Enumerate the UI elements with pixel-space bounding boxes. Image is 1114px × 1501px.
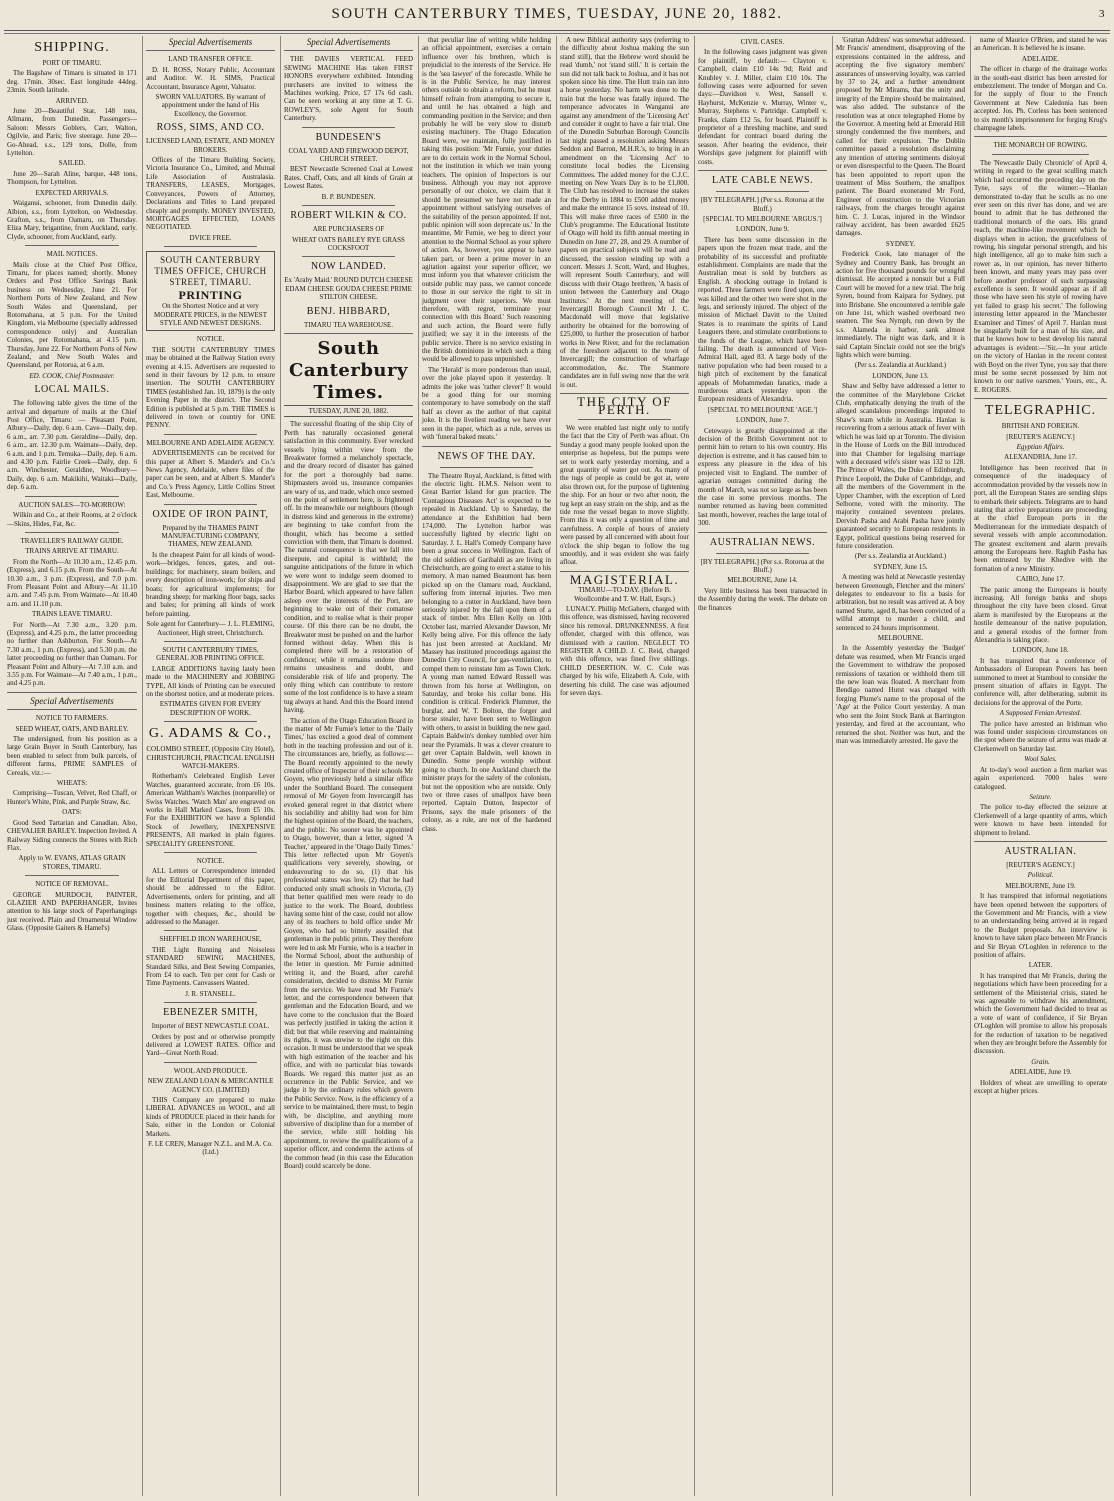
- trains-leave-heading: TRAINS LEAVE TIMARU.: [31, 610, 113, 619]
- removal-heading: NOTICE OF REMOVAL.: [35, 880, 109, 889]
- local-mails-text: The following table gives the time of the arrival and departure of mails at the Chief Post Office, Timaru: — Pleasant Point, Albury—Daily, dep. 6 a.m. Cave—Daily, dep. 6 a.m., arr. 7.30 p.m. Geraldine—Daily, dep. 6 a.m., arr. 12.30 p.m. Waimate—Daily, dep. 6 a.m. and 1 p.m. Temuka—Daily, dep. 6 a.m. and 4.30 p.m. Fairlie Creek—Daily, dep. 6 a.m. Winchester, Geraldine, Woodbury—Daily, dep. 6 a.m. Makikihi, Waitaki—Daily, dep. 6 a.m.: [7, 399, 137, 492]
- adams-text: Rotherham's Celebrated English Lever Watches, guaranteed accurate, from £6 10s. American Waltham's Watches (nonparelle) or Swiss Watches. 'Watch Man' are engraved on works in Hall Marked Cases, from £5 10s. For the EXHIBITION we have a Splendid Stock of Jewellery, INEXPENSIVE PRESENTS, All marked in plain figures. SPECIALITY GREENSTONE.: [146, 772, 275, 848]
- late-cable-news-heading: LATE CABLE NEWS.: [711, 175, 814, 187]
- divider: [25, 875, 119, 876]
- divider: [974, 136, 1107, 137]
- special-ads-heading: Special Advertisements: [168, 37, 253, 47]
- times-office-heading: SOUTH CANTERBURY TIMES OFFICE, CHURCH STREET, TIMARU.: [154, 255, 267, 288]
- times-office-ad: [146, 251, 275, 331]
- farmers-subheading: SEED WHEAT, OATS, AND BARLEY.: [15, 724, 129, 733]
- sheffield-heading: SHEFFIELD IRON WAREHOUSE,: [159, 935, 262, 944]
- australian-news-dateline: MELBOURNE, June 14.: [727, 576, 798, 585]
- now-landed-text: Ex 'Araby Maid.' ROUND DUTCH CHEESE EDAM CHEESE GOUDA CHEESE PRIME STILTON CHEESE.: [284, 276, 413, 302]
- australian-news-text: Very little business has been transacted in the Assembly during the week. The debate on the finances: [698, 586, 827, 612]
- later-heading: LATER.: [1028, 961, 1053, 970]
- monarch-of-rowing-text: The 'Newcastle Daily Chronicle' of April 4, writing in regard to the great sculling match which had occurred the preceding day on the Tyne, says of the winner:—'Hanlan demonstrated to-day that he sculls as no one ever seen on this river has done, and we are bound to admit that he has dethroned the traditional monarch of the oars. His grand reach, the machine-like movement which he displays when in action, the gracefulness of rowing, his singular personal strength, and his high intelligence, all go to make him such a rower as, in our opinion, has never hitherto been known, and many years may pass over before another professor of such surpassing excellence is seen. It would appear as if all those who have seen his style of rowing have yet failed to grasp his secret.' The following interesting letter appeared in the 'Manchester Examiner and Times' of April 7. Hanlan must be singularly built for a man of his size, and that he knows how to best develop his natural advantages is evident:—'Sir,—In your article on the victory of Hanlan in the recent contest with Boyd on the river Tyne, you say that there must be some secret possessed by him not known to our native oarsmen.' Yours, etc., A. E. ROGERS.: [974, 158, 1107, 394]
- notice-text: THE SOUTH CANTERBURY TIMES may be obtained at the Railway Station every evening at 4.15. Advertisers are requested to send in their favours by 12 p.m. to ensure insertion. The SOUTH CANTERBURY TIMES (established Jan. 10, 1879) is the only Evening Paper in the district. The Second Edition is published at 5 p.m. THE TIMES is delivered in town or country for ONE PENNY.: [146, 345, 275, 430]
- divider: [164, 852, 257, 853]
- divider: [302, 205, 395, 206]
- egyptian-affairs-heading: Egyptian Affairs.: [1016, 443, 1065, 452]
- zealandia-source-2: (Per s.s. Zealandia at Auckland.): [854, 552, 947, 561]
- civil-cases-text: In the following cases judgment was given for plaintiff, by default:— Clayton v. Campbell, claim £10 14s 9d; Reid and Knubley v. J. Miller, claim £10 10s. The following cases were adjourned for seven days:—Davidson v. West, Sansell v. Hayhurst, McKenzie v. Murray, Winter v., Murray, Stephens v. Partridge. Campbell v. Franks, claim £12 5s, for board. Plaintiff is proprietor of a threshing machine, and sued defendant for contract board during the season. After hearing the evidence, their Worships gave judgment for plaintiff with costs.: [698, 48, 827, 166]
- port-line: PORT OF TIMARU.: [42, 59, 102, 67]
- divider: [974, 398, 1107, 399]
- wheats-heading: WHEATS:: [56, 779, 88, 788]
- magisterial-subheading: TIMARU—TO-DAY. (Before B. Woollcombe and T. W. Hall, Esqrs.): [574, 586, 675, 603]
- divider: [7, 709, 137, 710]
- column-2: [142, 36, 278, 1496]
- wool-sales-text: At to-day's wool auction a firm market was again experienced. 7000 bales were catalogued.: [974, 765, 1107, 791]
- divider: [716, 191, 809, 192]
- masthead-title: SOUTH CANTERBURY TIMES, TUESDAY, JUNE 20, 1882.: [331, 6, 783, 22]
- farmers-text: The undersigned, from his position as a large Grain Buyer in South Canterbury, has been enabled to select from bulk parcels, of different farms, PRIME SAMPLES of Cereals, viz.:—: [7, 735, 137, 777]
- london-dateline: LONDON, June 18.: [1012, 646, 1069, 655]
- masthead-rule: [4, 30, 1110, 31]
- printing-text: On the Shortest Notice and at very MODERATE PRICES, in the NEWEST STYLE AND NEWEST DESIGNS.: [154, 302, 267, 327]
- stansell-signature: J. R. STANSELL.: [185, 989, 236, 998]
- divider: [164, 434, 257, 435]
- ebenezer-text: Orders by post and or otherwise promptly delivered at LOWEST RATES. Office and Yard—Great North Road.: [146, 1032, 275, 1058]
- divider: [284, 333, 413, 334]
- wilkin-subheading: ARE PURCHASERS OF: [312, 225, 385, 234]
- bundesen-heading: BUNDESEN'S: [315, 131, 382, 143]
- divider: [25, 532, 119, 533]
- wilkin-items: WHEAT OATS BARLEY RYE GRASS COCKSFOOT: [292, 235, 405, 252]
- shipping-heading: SHIPPING.: [34, 40, 110, 55]
- divider: [25, 496, 119, 497]
- wilkin-heading: ROBERT WILKIN & CO.: [290, 210, 407, 222]
- seizure-text: The police to-day effected the seizure at Clerkenwell of a large quantity of arms, which were known to have been intended for shipment to Ireland.: [974, 803, 1107, 837]
- oxide-paint-subheading: Prepared by the THAMES PAINT MANUFACTURING COMPANY, THAMES, NEW ZEALAND.: [161, 523, 260, 549]
- grain-dateline: ADELAIDE, June 19.: [1009, 1068, 1072, 1077]
- oats-heading: OATS:: [62, 808, 82, 817]
- trains-leave-text: For North—At 7.30 a.m., 3.20 p.m. (Express), and 4.25 p.m., the latter proceeding no further than Ashburton. For South—At 7.30 a.m., 1 p.m. (Express), and 5.30 p.m. the latter proceeding no further than Oamaru. For Pleasant Point and Albury—At 7.10 a.m. and 3.55 p.m. For Waimate—At 7.40 a.m., 1 p.m., and 4.25 p.m.: [7, 620, 137, 688]
- divider: [164, 721, 257, 722]
- divider: [578, 419, 671, 420]
- column-8: [970, 36, 1110, 1496]
- divider: [164, 1002, 257, 1003]
- news-of-the-day-heading: NEWS OF THE DAY.: [437, 450, 536, 462]
- civil-cases-heading: CIVIL CASES.: [740, 38, 785, 46]
- manager-signature: F. LE CREN, Manager N.Z.L. and M.A. Co. (Ltd.): [148, 1140, 273, 1157]
- divider: [974, 841, 1107, 842]
- davies-sewing-ad: THE DAVIES VERTICAL FEED SEWING MACHINE Has taken FIRST HONORS everywhere exhibited. Intending purchasers are invited to witness the Machines working. Price, £7 17s 6d cash. Can be seen working at any time at T. G. ROWLEY'S, sole Agent for South Canterbury.: [284, 55, 413, 123]
- divider: [146, 50, 275, 51]
- egyptian-affairs-text: Intelligence has been received that in consequence of the inadequacy of accommodation provided by the vessels now in port, all the European States are sending ships to embark their subjects. Telegrams are to hand stating that active preparations are proceeding at the chief European ports in the Mediterranean for the immediate despatch of several vessels with ample accommodation. The greatest excitement and alarm prevails among the Europeans here. Raghib Pasha has been entrusted by the Khedive with the formation of a new Ministry.: [974, 463, 1107, 573]
- column-5: [556, 36, 692, 1496]
- divider: [164, 641, 257, 642]
- cairo-dateline: CAIRO, June 17.: [1016, 575, 1065, 584]
- mail-notices-heading: MAIL NOTICES.: [46, 250, 98, 259]
- column-7: [832, 36, 968, 1496]
- magisterial-heading: MAGISTERIAL.: [569, 571, 680, 587]
- land-transfer-text: SWORN VALUATORS. By warrant of appointment under the hand of His Excellency, the Governor.: [155, 93, 266, 118]
- paper-title: South Canterbury Times.: [289, 337, 408, 403]
- editorial-education-board: The action of the Otago Education Board in the matter of Mr Furnie's letter to the 'Daily Times,' has excited a good deal of comment both in the teaching profession and out of it. The circumstances are, briefly, as follows:—The Board recently appointed to the newly created office of Inspector of their schools Mr Goyen, who previously held a similar office under the Southland Board. The consequent removal of Mr Goyen from Invercargill has evoked general regret in that district where his sociability and ability had won for him the highest opinion of the Board, the teachers, and the public. No sooner was he appointed to Otago, however, than a letter, signed 'A Teacher,' appeared in the 'Otago Daily Times.' This letter reflected upon Mr Goyen's qualifications very severely, showing, or endeavouring to do so, (1) that his professional status was low, (2) that he had conducted only small schools in Victoria, (3) that better qualified men were ready to do justice to the work. The Board, doubtless having some hint of the case, could not allow any of its teachers to hold office under Mr Goyen, who had so bitterly assailed that gentleman in the public prints. They therefore were led to ask Mr Furnie, who is a teacher in the Normal School, about the authorship of the letter in question. Mr Furnie admitted writing it, and the Board, after careful consideration, decided to dismiss Mr Furnie from the service. We have read Mr Furnie's letter, and the correspondence between that gentleman and the Education Board, and we have come to the conclusion that the Board was perfectly justified in taking the action it did; but that while reserving and maintaining its rights, it was unwise to the right on this occasion. It must be understood that we speak with high estimation of the teacher and his office, and with no particular bias towards Boards. We regard this matter just as an occurrence in the Public Service, and we judge it by the ordinary rules which govern the Public Service. Now, is the efficiency of a service to be maintained, there must, to begin with, be discipline, and anything more subversive of discipline than for a member of the service, while still holding his appointment, to review the qualifications of a superior officer, and condemn the actions of the common head (in this case the Education Board) could scarcely be done.: [284, 716, 413, 1171]
- reuters-agency: [REUTER'S AGENCY.]: [1006, 432, 1075, 441]
- divider: [302, 256, 395, 257]
- telegraphic-heading: TELEGRAPHIC.: [984, 403, 1097, 419]
- divider: [25, 245, 119, 246]
- divider: [302, 127, 395, 128]
- sailed-text: June 20—Sarah Aline, barque, 448 tons, Thompson, for Lyttelton.: [7, 169, 137, 187]
- sydney-text: Frederick Cook, late manager of the Sydney and Country Bank, has brought an action for five thousand pounds for wrongful dismissal. He accepted a nonsuit but a Full Court will be moved for a new trial. The brig Syren, bound from Kaipara for Sydney, put into Brisbane. She encountered a terrible gale on June 1st, which washed overboard two seamen. The Sea Nymph, run down by the s.s. Alameda in harbor, sank almost immediately. The night was dark, and it is said Captain Sinclair could not see the brig's lights which were burning.: [836, 250, 965, 360]
- ross-sims-subheading: LICENSED LAND, ESTATE, AND MONEY BROKERS.: [146, 137, 275, 154]
- london-dateline: LONDON, June 13.: [872, 371, 929, 380]
- cable-special-age: [SPECIAL TO MELBOURNE 'AGE.']: [707, 405, 818, 414]
- arrived-heading: ARRIVED.: [55, 96, 89, 105]
- sole-agent: Sole agent for Canterbury— J. L. FLEMING, Auctioneer, High street, Christchurch.: [146, 620, 275, 637]
- divider: [284, 50, 413, 51]
- herald-paragraph: The 'Herald' is more ponderous than usual, over the joke played upon it yesterday. It admits the joke was 'rather clever!' It would be a good thing for our morning contemporary to have somebody on the staff half as clever as the author of that capital joke. It is the liveliest reading we have ever seen in the paper, which as a rule, serves us with 'funeral baked meats.': [422, 365, 551, 442]
- auction-text: Wilkin and Co., at their Rooms, at 2 o'clock—Skins, Hides, Fat, &c.: [7, 511, 137, 528]
- ebenezer-heading: EBENEZER SMITH,: [163, 1007, 258, 1019]
- melbourne-agency-heading: MELBOURNE AND ADELAIDE AGENCY.: [146, 438, 275, 447]
- bundesen-text: BEST Newcastle Screened Coal at Lowest Rates. Chaff, Oats, and all kinds of Grain at Lowest Rates.: [284, 165, 413, 191]
- grain-heading: Grain.: [1031, 1057, 1050, 1066]
- news-items-continued: A new Biblical authority says (referring to the difficulty about Joshua making the sun stand still), that the Hebrew word should be read 'dumb,' not 'stand still.' It is certain the sun did not talk back to Joshua, and it has not spoken since his time. The Hutt train ran into a horse yesterday. No harm was done to the train but the horse was fatally injured. The temperance advocates in Wanganui are against any amendment of the 'Licensing Act' and consider it ought to have a fair trial. One of the Dunedin Suburban Borough Councils last night passed a resolution asking Messrs Seddon and Barron, M.H.R.'s, to bring in an amendment on the 'Licensing Act' to constitute local bodies the Licensing Committees. The added money for the C.J.C. meeting on New Years Day is to be £1,000. The Club has resolved to increase the stakes for the Derby in 1884 to £500 added money and make the entrance 15 sovs. instead of 10. This will make three races of £500 in the Club's programme. The Educational Institute of Otago will hold its fifth annual meeting in Dunedin on June 27, 28, and 29. A number of papers on practical subjects will be read and discussed, the session winding up with a concert. Messrs J. Scott, Ward, and Hughes, will represent South Canterbury, and will discuss with their Otago brethren, 'A basis of union between the Canterbury and Otago Institutes.' At the next meeting of the Invercargill Borough Council Mr J. C. Macdonald will move that legislative authority be obtained for the borrowing of £25,000, to further the prosecution of harbor works in New River, and for the reclamation of the foreshore adjacent to the town of Invercargill; the construction of wharfage accommodation, &c. The Stanmore candidates are in full swing now that the writ is out.: [560, 36, 689, 389]
- melbourne-dateline: MELBOURNE.: [877, 634, 924, 643]
- political-dateline: MELBOURNE, June 19.: [1005, 881, 1076, 890]
- seizure-heading: Seizure.: [1029, 792, 1052, 801]
- oats-text: Good Seed Tartarian and Canadian. Also, CHEVALIER BARLEY. Inspection Invited. A Railway Siding connects the Stores with Rich Flax.: [7, 818, 138, 852]
- divider: [7, 692, 137, 693]
- cairo-text: The panic among the Europeans is hourly increasing. All foreign banks and shops throughout the city have been closed. Great alarm is manifested by the Europeans at the hostile demeanour of the native population, and a general exodus of the former from Alexandria is taking place.: [974, 585, 1107, 644]
- later-text: It has transpired that Mr Francis, during the negotiations which have been proceeding for a settlement of the Ministerial crisis, stated he was agreeable to withdraw his amendment, which the Government had decided to treat as a vote of want of confidence, if Sir Bryan O'Loghlen will promise to allow his proposals for the reduction of taxation to be negatived when they are brought before the Assembly for discussion.: [974, 971, 1107, 1056]
- masthead-rule-2: [4, 33, 1110, 34]
- masthead: [0, 6, 1114, 30]
- ross-sims-heading: ROSS, SIMS, AND CO.: [156, 122, 265, 134]
- shipping-intro: The Bagshaw of Timaru is situated in 171 deg. 17min. 30sec. East longitude 44deg. 23min. South latitude.: [7, 69, 137, 95]
- columns: [4, 36, 1110, 1496]
- divider: [698, 532, 827, 533]
- expected-text: Waiganui, schooner, from Dunedin daily. Albion, s.s., from Lyttelton, on Wednesday. Grafton, s.s., from Oamaru, on Thursday. Eliza Mary, brigantine, from Auckland, early. Clyde, schooner, from Auckland, early.: [7, 199, 137, 241]
- divider: [716, 553, 809, 554]
- wool-produce-subheading: NEW ZEALAND LOAN & MERCANTILE AGENCY CO. (LIMITED): [147, 1077, 274, 1094]
- reuters-agency-2: [REUTER'S AGENCY.]: [1006, 860, 1075, 869]
- british-foreign-heading: BRITISH AND FOREIGN.: [1001, 422, 1080, 431]
- adelaide-text: The officer in charge of the drainage works in the south-east district has been arrested for embezzlement. The tender of Morgan and Co. for the supply of flour to the French Government at New Caledonia has been accepted. Jos. Ph. Corless has been sentenced to six month's imprisonment for forging Krug's champagne labels.: [974, 65, 1107, 133]
- australian-news-source: [BY TELEGRAPH.] (Per s.s. Rotorua at the Bluff.): [700, 557, 825, 574]
- column-4: [418, 36, 554, 1496]
- cable-special-argus: [SPECIAL TO MELBOURNE 'ARGUS.']: [703, 214, 822, 223]
- sailed-heading: SAILED.: [58, 159, 86, 168]
- fenian-heading: A Supposed Fenian Arrested.: [999, 709, 1082, 718]
- australian-news-heading: AUSTRALIAN NEWS.: [709, 536, 816, 548]
- cable-source: [BY TELEGRAPH.] (Per s.s. Rotorua at the Bluff.): [700, 196, 825, 213]
- local-mails-heading: LOCAL MAILS.: [34, 384, 110, 396]
- adelaide-heading: ADELAIDE.: [1021, 54, 1060, 63]
- special-ads-heading: Special Advertisements: [306, 37, 391, 47]
- political-text: It has transpired that informal negotiations have been opened between the supporters of the Government and Mr Francis, with a view to an understanding being arrived at in regard to the Budget proposals. An interview is known to have taken place between Mr Francis and Sir Bryan O'Loghlen in reference to the position of affairs.: [974, 892, 1107, 959]
- bundesen-subheading: COAL YARD AND FIREWOOD DEPOT, CHURCH STREET.: [288, 146, 409, 164]
- sydney-heading: SYDNEY.: [885, 239, 916, 248]
- column-6: [694, 36, 830, 1496]
- hibbard-heading: BENJ. HIBBARD,: [306, 305, 391, 317]
- divider: [440, 467, 533, 468]
- city-of-perth-heading: THE CITY OF PERTH.: [577, 394, 672, 418]
- adams-heading: G. ADAMS & Co.,: [148, 726, 273, 742]
- london-text: It has transpired that a conference of Ambassadors of European Powers has been summoned to meet at Stamboul to consider the present situation of affairs in Egypt. The conference will, after deliberating, submit its decisions for the approval of the Porte.: [974, 656, 1107, 707]
- sydney-text-2: A meeting was held at Newcastle yesterday between Greenough, Fletcher and the miners' delegates to endeavour to fix a basis for arbitration, but no result was arrived at. A boy named Sturte, aged 8, has been convicted of a wilful attempt to murder a child, and sentenced to 24 hours imprisonment.: [836, 573, 965, 632]
- notice-2-heading: NOTICE.: [196, 857, 225, 866]
- oxide-paint-text: Is the cheapest Paint for all kinds of wood-work—bridges, fences, gates, and out-buildings; for machinery, steam boilers, and every description of iron-work; for ships and boats; for agricultural implements; for branding sheep; for marking floor bags, sacks and bales; for priming all kinds of work before painting.: [146, 550, 275, 618]
- job-printing-heading: SOUTH CANTERBURY TIMES, GENERAL JOB PRINTING OFFICE.: [156, 645, 265, 663]
- special-ads-heading: Special Advertisements: [30, 695, 114, 706]
- paper-dateline: TUESDAY, JUNE 20, 1882.: [284, 405, 413, 417]
- farmers-heading: NOTICE TO FARMERS.: [35, 714, 109, 723]
- mail-notices-text: Mails close at the Chief Post Office, Timaru, for places named; shortly. Money Orders and Post Office Savings Bank business on Wednesday, June 21. For Northern Ports of New Zealand, and New South Wales and Queensland, per Rotomahana, at 5 p.m. For the United Kingdom, via Melbourne (specially addressed correspondence only) and Australian Colonies, per Rotomahana, at 4.15 p.m. Thursday, June 22. For Northern Ports of New Zealand, and New South Wales and Queensland, per Rotorua, at 6 a.m.: [7, 260, 137, 370]
- news-of-the-day-text: The Theatre Royal, Auckland, is fitted with the electric light. H.M.S. Nelson went to Great Barrier Island for gun practice. The 'Contagious Diseases Act' is expected to be repealed in Auckland. Up to Saturday, the attendance at the Exhibition had been 174,000. The Lyttelton harbor was successfully lighted by electric light on Saturday. J. L. Hall's Comedy Company have been a great success in Wellington. Each of the old soldiers of Garibaldi as are living in Christchurch, are going to erect a statue to his memory. A man named Beaumont has been picked up on the Oamaru road, Auckland, suffering from internal injuries. Two men belonging to a cutter in Auckland, have been seriously injured by the fall upon them of a stack of timber. Mrs Ellen Kelly on 10th October last, married Alexander Dawson, Mr Kelly being alive. For this offence the lady has just been arrested at Auckland. Mr Massey has instituted proceedings against the Dunedin City Council, for gas-ventilation, to compel them to reinstate him as Town Clerk. A young man named Edward Russell was thrown from his horse at Wellington, on Saturday, and broke his collar bone. His condition is critical. Frederick Plummer, the burglar, and W. T. Bolton, the forger and horse stealer, have been sent to Wellington with others, to assist in building the new gaol. Captain Baldwin's donkey tumbled over him near the Pyramids. It was a clever creature to get over Captain Baldwin, well known in Dunedin. Some people worship without going to church. In one Auckland church the minister prays for the safety of the colonists, but not the opposition who are outside. Only two or three cases of smallpox have been reported. Captain Dutton, Inspector of Prisons, says the male prisoners of the colony, as a rule, are not of the hardened class.: [422, 471, 551, 833]
- ebenezer-subheading: Importer of BEST NEWCASTLE COAL.: [151, 1022, 270, 1031]
- auction-heading: AUCTION SALES—TO-MORROW:: [18, 500, 126, 509]
- cable-text: There has been some discussion in the papers upon the frozen meat trade, and the probability of its successful and profitable establishment. Complaints are made that the Australian meat is sold by butchers as English. A shocking outrage in Ireland is reported. Three farmers were fired upon, one was killed and the other two were shot in the legs, and seriously injured. The object of the mission of Michael Davitt to the United States is to reanimate the spirits of Land Leaguers there, and stimulate contributions to the funds of the League, which have been failing. The death is announced of Vice-Admiral Hall, aged 83. A large body of the native population who had been roused to a high pitch of excitement by the fanatical appeals of Mohammedan fanatics, made a murderous attack yesterday upon the European residents of Alexandria.: [698, 235, 827, 404]
- column-3: [280, 36, 416, 1496]
- divider: [164, 930, 257, 931]
- cable-text-2: Cetewayo is greatly disappointed at the decision of the British Government not to permit him to return to his own country. His dejection is extreme, and it has caused him to express any pleasure in the idea of his projected visit to England. The number of agrarian outrages committed during the month of March, was not so large as has been the case in some previous months. The number returned as having been committed last month, however, reaches the large total of 300.: [698, 426, 827, 528]
- alexandria-dateline: ALEXANDRIA, June 17.: [1004, 453, 1077, 462]
- divider: [422, 446, 551, 447]
- sydney-dateline: SYDNEY, June 15.: [873, 562, 928, 571]
- divider: [992, 154, 1089, 155]
- wool-produce-text: THIS Company are prepared to make LIBERAL ADVANCES on WOOL, and all kinds of PRODUCE placed in their hands for Sale, either in the London or Colonial Markets.: [146, 1096, 275, 1138]
- divider: [164, 246, 257, 247]
- trains-arrive-heading: TRAINS ARRIVE AT TIMARU.: [25, 547, 119, 556]
- column-1: [4, 36, 140, 1496]
- advice-line: DVICE FREE.: [189, 233, 232, 242]
- political-heading: Political.: [1027, 871, 1054, 880]
- grain-text: Holders of wheat are unwilling to operate except at higher prices.: [974, 1078, 1107, 1096]
- notice-2-text: ALL Letters or Correspondence intended for the Editorial Department of this paper, should be addressed to the Editor. Advertisements, orders for printing, and all business matters relating to the office, together with cheques, &c., should be addressed to the Manager.: [146, 867, 275, 926]
- cable-dateline-2: LONDON, June 7.: [736, 416, 789, 425]
- expected-heading: EXPECTED ARRIVALS.: [35, 188, 109, 197]
- apply-line: Apply to W. EVANS, ATLAS GRAIN STORES, TIMARU.: [18, 854, 126, 871]
- sheffield-text: THE Light Running and Noiseless STANDARD SEWING MACHINES, Standard Silks, and Best Sewing Companies, From £4 to each. Ten per cent for Cash or Time Payments. Canvassers Wanted.: [146, 945, 275, 988]
- notice-heading: NOTICE.: [196, 335, 225, 344]
- wheats-text: Comprising—Tuscan, Velvet, Red Chaff, or Hunter's White, Pink, and Purple Straw, &c.: [7, 789, 137, 806]
- trains-arrive-text: From the North—At 10.30 a.m., 12.45 p.m. (Express), and 6.15 p.m. From the South—At 10.30 a.m., 3 p.m. (Express), and 7.0 p.m. From Pleasant Point and Albury—At 11.10 a.m. and 7.45 p.m. From Waimate—At 10.40 a.m. and 11.10 p.m.: [7, 557, 137, 608]
- editorial-continued: that peculiar line of writing while holding an official appointment, exercises a certain influence over his brethren, which is prejudicial to the interests of the Service. He is the 'sea lawyer' of the forecastle. While he is in the Public Service, he may interest others outside to obtain a reform, but he must himself refrain from attempting to secure it, and until he has obtained a high and commanding position in the Service; and then probably he will be very slow to disturb existing machinery. The Otago Education Board were, we maintain, fully justified in taking this position: 'Mr Furnie, your duties are to do certain work in the Normal School, not the institution in which we train young teachers. The opinion of Inspectors is our business. Although you may not approve personally of our choice, we claim that it should be presumed we have not made an appointment without satisfying ourselves of the suitability of the person appointed. If not, public opinion will soon deprecate us.' In the meantime, Mr Furnie, we beg to direct your attention to the Normal School as your sphere of action. As, however, you appear to have taken part, or been a prime mover in an agitation against your superior officer, we must inform you that whatever criticism the outside public may pass, we cannot concede to those in our service the right to sit in judgment over their superiors. We must therefore, with regret, terminate your connection with this Board.' Such reasoning and such action, the Board were fully justified; we say it in the interests of the public service. There is no service existing in the British dominions in which such a thing would be allowed to pass unpunished.: [422, 36, 551, 364]
- city-of-perth-text: We were enabled last night only to notify the fact that the City of Perth was afloat. On Sunday a good many people looked upon the enterprise as hopeless, but the pumps were set to work early yesterday morning, and a great quantity of water got out. As many of the tugs of people as could be got at, were also thrown out, for the purpose of lightening the ship. For an hour or two after noon, the tug kept an easy strain on the ship, and as the tide rose the vessel began to move slightly. From this it was only a question of time and carefulness. A couple of hours of anxiety were passed by all concerned with about four o'clock the ship began to follow the tug smoothly, and it was evident she was fairly afloat.: [560, 423, 689, 567]
- removal-text: GEORGE MURDOCH, PAINTER, GLAZIER AND PAPERHANGER, Invites attention to his large stock of Paperhangings just received. Plain and Ornamental Window Glass. (Opposite Gaiters & Hamel's): [7, 890, 137, 933]
- wool-sales-heading: Wool Sales.: [1024, 755, 1057, 764]
- adams-subheading: COLOMBO STREET, (Opposite City Hotel), CHRISTCHURCH, PRACTICAL ENGLISH WATCH-MAKERS.: [146, 745, 275, 770]
- zealandia-source: (Per s.s. Zealandia at Auckland.): [854, 361, 947, 370]
- arrived-text: June 20—Beautiful Star, 148 tons, Allmann, from Dunedin. Passengers—Saloon: Messrs Goblers, Carr, Walton, Ogilvie, and Paris; five steerage. June 20—Go-Ahead, s.s., 129 tons, Dolle, from Lyttelton.: [7, 107, 137, 158]
- cable-dateline: LONDON, June 9.: [736, 225, 789, 234]
- bundesen-signature: B. P. BUNDESEN.: [321, 192, 376, 201]
- wool-produce-heading: WOOL AND PRODUCE.: [173, 1066, 248, 1075]
- australian-news-continued: 'Grattan Address' was somewhat addressed. Mr Francis' amendment, disapproving of the expressions contained in the address, and accepting the five signatory members' assurances of unswerving loyalty, was carried by 37 to 24, and a further amendment proposed by Mr Mirams, that the unity and integrity of the Empire should be maintained, was also added. The substance of the resolution was at once telegraphed Home by the Governor. A meeting held at Emerald Hill strongly condemned the five members, and called for their expulsion. The Dublin committee passed a resolution disclaiming any intention of uttering sentiments disloyal or even disrespectful to the Queen. The Board has been appointed to report upon the treatment of Miss Southern, the smallpox patient. The Board exonerated Mr Ford, Engineer of construction to the Victorian railways, from the charges brought against him. C. J. Lucas, injured in the Windsor railway accident, has been awarded £625 damages.: [836, 36, 965, 238]
- estimates-line: ESTIMATES GIVEN FOR EVERY DESCRIPTION OF WORK.: [159, 700, 262, 717]
- postmaster-signature: ED. COOK, Chief Postmaster.: [29, 371, 115, 380]
- railway-guide-heading: TRAVELLER'S RAILWAY GUIDE.: [20, 536, 124, 545]
- land-transfer-names: D. H. ROSS, Notary Public, Accountant and Auditor. W. H. SIMS, Practical Accountant, Insurance Agent, Valuator.: [146, 65, 275, 91]
- melbourne-continued: name of Maurice O'Brien, and stated he was an American. It is believed he is insane.: [974, 36, 1107, 53]
- monarch-of-rowing-heading: THE MONARCH OF ROWING.: [993, 141, 1088, 150]
- hibbard-subheading: TIMARU TEA WAREHOUSE.: [304, 320, 393, 329]
- melbourne-agency-text: ADVERTISEMENTS can be received for this paper at Albert S. Mander's and Co.'s News Agency, Adelaide, where files of the paper can be seen, and at Albert S. Mander's and Co.'s Press Agency, Little Collins Street East, Melbourne.: [146, 449, 275, 500]
- now-landed-heading: NOW LANDED.: [310, 261, 387, 273]
- london-text: Shaw and Selby have addressed a letter to the committee of the Marylebone Cricket Club, emphatically denying the truth of the alleged scandalous proceedings imputed to Shaw's team while in Australia. Hanlan is recovering from a serious attack of fever with which he was laid up at Toronto. The division in the House of Lords on the Bill introduced into that Chamber for legalising marriage with a deceased wife's sister was 132 to 128. The Prince of Wales, the Duke of Edinburgh, Prince Leopold, the Duke of Cambridge, and all the members of the Government in the Upper Chamber, with the exception of Lord Selborne, voted with the minority. The majority contained seventeen prelates. Dervish Pasha and Arabi Pasha have jointly guaranteed security to European residents in Egypt, political questions being reserved for future consideration.: [836, 382, 965, 550]
- melbourne-text: In the Assembly yesterday the 'Budget' debate was resumed, when Mr Francis urged the Government to withdraw the proposed remissions of taxation or withhold them till the new loan was floated. A merchant from Bendigo named Hurst was charged with forging Plume's name to the proposal of the 'Age' at the Police Court yesterday. A man who sent the Joint Stock Bank at Barrington yesterday, and fired at the accountant, who returned the shot. Neither was hurt, and the man was immediately arrested. He gave the: [836, 644, 965, 745]
- magisterial-text: LUNACY. Phillip McGahern, charged with this offence, was dismissed, having recovered since his removal. DRUNKENNESS. A first offender, charged with this offence, was dismissed with a caution. NEGLECT TO REGISTER A CHILD. J. C. Reid, charged with this offence, was fined five shillings. CHILD DESERTION. W. C. Cole was charged by his wife, Elizabeth A. Cole, with deserting his child. The case was adjourned for seven days.: [560, 605, 689, 698]
- australian-heading: AUSTRALIAN.: [1004, 845, 1077, 857]
- page-number: 3: [1099, 8, 1106, 20]
- job-printing-text: LARGE ADDITIONS having lately been made to the MACHINERY and JOBBING TYPE, All kinds of Printing can be executed on the shortest notice, and at moderate prices.: [146, 664, 275, 698]
- editorial-city-of-perth: The successful floating of the ship City of Perth has naturally occasioned general satisfaction in this community. Ever wrecked vessels lying within view from the Breakwater formed a melancholy spectacle, and the dreary record of disaster has gained for the port a thoroughly bad name. Shipmasters avoid us, insurance companies are wary of us, and trade, which once seemed on the point of settlement here, is frightened off. In the meanwhile our neighbours (though in distress kind and generous in the extreme) are beginning to take comfort from the thought, which has become a settled conviction with them, that Timaru is doomed. The natural consequence is that we fall into disrepute, and capital is withheld; the sanguine anticipations of the future in which we were wont to indulge seem doomed to disappointment. We are glad to see that the Harbor Board, which appeared to have fallen asleep over the interests of the Port, are beginning to wake out of their comatose condition, and to realise what is their proper course. Of this there can be no doubt, the Breakwater must be pushed on and the harbor formed without delay. When this is completed there will be a restoration of confidence; while it remains undone there remains uneasiness and doubt, and considerable risk of life and property. The only thing which can contribute to restore some of the lost confidence is to have a steam tug always at hand. And this the Board intend having.: [284, 420, 413, 715]
- printing-heading: PRINTING: [178, 288, 243, 303]
- ross-sims-text: Offices of the Timaru Building Society, Victoria Insurance Co., Limited, and Mutual Life Association of Australasia. TRANSFERS, LEASES, Mortgages, Conveyances, Powers of Attorney, Declarations and Titles to Land prepared cheaply and promptly. MONEY INVESTED, MORTGAGES EFFECTED, LOANS NEGOTIATED.: [146, 156, 275, 232]
- land-transfer-heading: LAND TRANSFER OFFICE.: [168, 55, 253, 64]
- fenian-text: The police have arrested an Irishman who was found under suspicious circumstances on the spot where the seizure of arms was made at Clerkenwell on Saturday last.: [974, 719, 1107, 753]
- divider: [164, 504, 257, 505]
- oxide-paint-heading: OXIDE OF IRON PAINT,: [152, 508, 269, 520]
- divider: [698, 170, 827, 171]
- divider: [164, 1062, 257, 1063]
